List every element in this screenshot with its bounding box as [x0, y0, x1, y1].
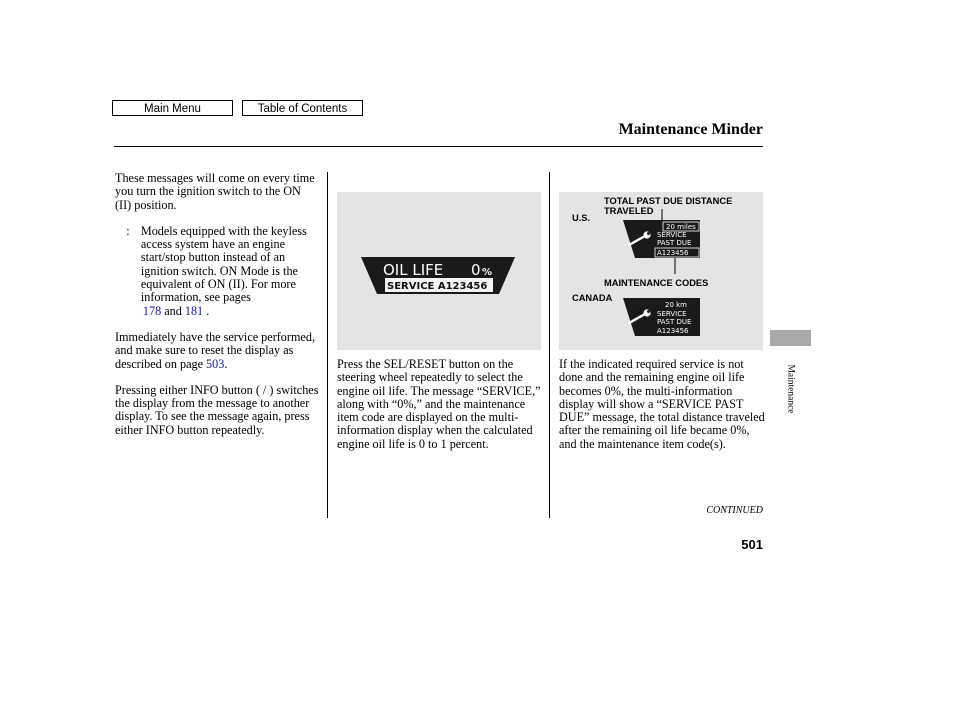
- paragraph: These messages will come on every time you turn the ignition switch to the ON (II) position.: [115, 171, 315, 212]
- us-line1: SERVICE: [657, 231, 687, 239]
- note-end: .: [206, 303, 210, 318]
- section-tab[interactable]: [770, 330, 811, 346]
- total-past-due-label: TOTAL PAST DUE DISTANCE TRAVELED: [604, 196, 733, 216]
- past-due-figure: [559, 192, 763, 350]
- us-line2: PAST DUE: [657, 239, 692, 247]
- column-divider: [327, 172, 328, 518]
- oil-life-label: OIL LIFE: [383, 261, 444, 279]
- us-distance: 20 miles: [666, 223, 696, 231]
- note-text: Models equipped with the keyless access system have an engine start/stop button instead of an ignition switch. ON Mode is the equivalent of ON (II). For more information, see pages: [140, 223, 307, 305]
- canada-line1: SERVICE: [657, 310, 687, 318]
- section-label: Maintenance: [785, 364, 796, 414]
- column-3-text: [559, 358, 765, 451]
- table-of-contents-button[interactable]: Table of Contents: [242, 100, 363, 116]
- note: [115, 225, 320, 318]
- canada-distance: 20 km: [665, 301, 688, 309]
- oil-life-display: [337, 192, 541, 350]
- us-label: U.S.: [572, 213, 591, 223]
- column-1: [115, 172, 320, 437]
- us-line3: A123456: [657, 249, 689, 257]
- oil-life-value: 0: [471, 261, 481, 279]
- service-code: SERVICE A123456: [387, 281, 488, 292]
- paragraph-end: .: [224, 356, 228, 371]
- paragraph: Press the SEL/RESET button on the steering wheel repeatedly to select the engine oil life. The message “SERVICE,” along with “0%,” and the maintenance item code are displayed on the multi-information display when the calculated engine oil life is 0 to 1 percent.: [337, 357, 541, 451]
- page-title: Maintenance Minder: [618, 121, 763, 138]
- oil-life-unit: %: [482, 267, 493, 278]
- page-link-503[interactable]: 503: [206, 356, 225, 371]
- column-divider: [549, 172, 550, 518]
- past-due-displays: [559, 192, 763, 350]
- canada-label: CANADA: [572, 293, 613, 303]
- page-number: 501: [741, 537, 763, 552]
- main-menu-button[interactable]: Main Menu: [112, 100, 233, 116]
- maintenance-codes-label: MAINTENANCE CODES: [604, 278, 709, 288]
- page-link-178[interactable]: 178: [142, 303, 162, 318]
- paragraph-text: Immediately have the service performed, and make sure to reset the display as described on page: [115, 329, 315, 371]
- canada-line3: A123456: [657, 327, 689, 335]
- page-link-181[interactable]: 181: [184, 303, 204, 318]
- paragraph: If the indicated required service is not done and the remaining engine oil life becomes 0%, the multi-information display will show a “SERVICE PAST DUE” message, the total distance traveled after the remaining oil life became 0%, and the maintenance item code(s).: [559, 357, 765, 451]
- header-rule: [114, 146, 763, 147]
- continued-label: CONTINUED: [706, 505, 763, 516]
- column-2-text: [337, 358, 542, 451]
- note-prefix: :: [126, 223, 130, 238]
- note-and: and: [164, 303, 182, 318]
- oil-life-figure: [337, 192, 541, 350]
- canada-line2: PAST DUE: [657, 318, 692, 326]
- paragraph: [115, 331, 320, 371]
- paragraph: Pressing either INFO button ( / ) switches the display from the message to another display. To see the message again, press either INFO button repeatedly.: [115, 382, 319, 437]
